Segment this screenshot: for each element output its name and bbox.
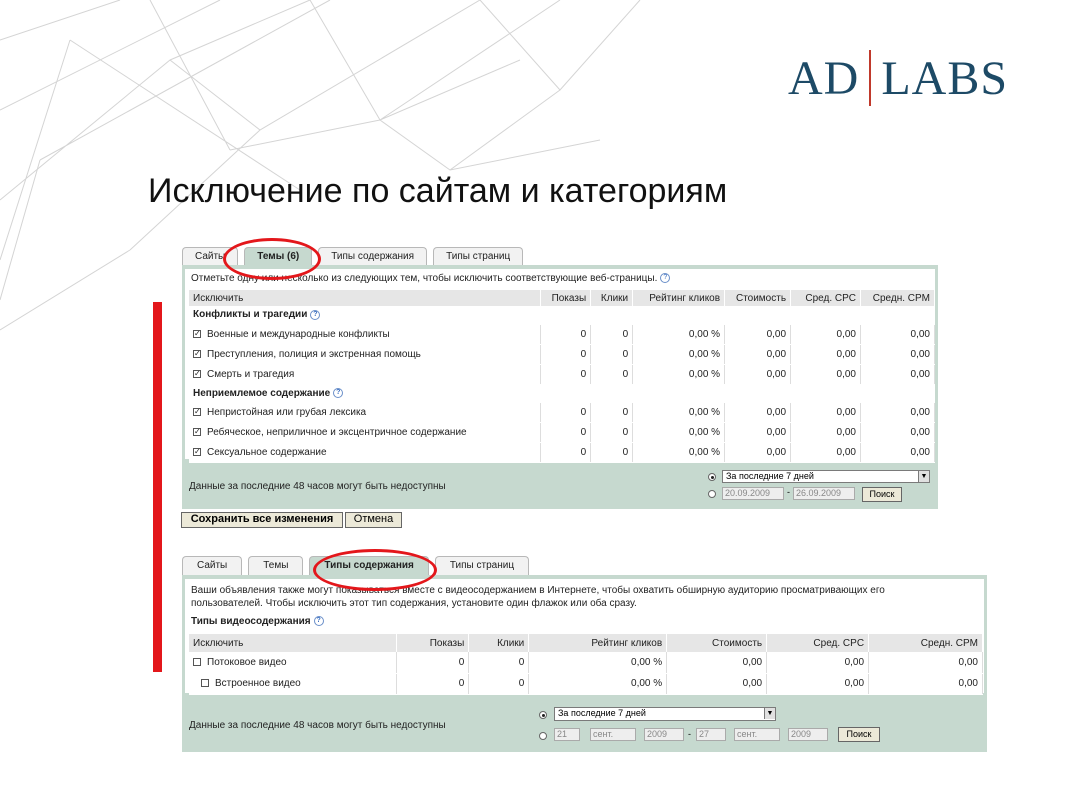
row-name: Сексуальное содержание — [207, 446, 327, 458]
panel1-content — [185, 269, 935, 459]
row-cost: 0,00 — [667, 652, 767, 673]
checkbox-checked[interactable]: ✓ — [194, 348, 201, 358]
row-cost: 0,00 — [725, 364, 791, 384]
group-row — [189, 306, 935, 324]
month-to-select[interactable]: сент. — [734, 728, 780, 741]
row-name: Непристойная или грубая лексика — [207, 406, 367, 418]
row-ctr: 0,00 % — [633, 364, 725, 384]
row-ctr: 0,00 % — [633, 344, 725, 364]
panel2-intro-line1: Ваши объявления также могут показываться вместе с видеосодержанием в Интернете, чтобы охватить обширную аудиторию просматривающих его — [191, 585, 885, 596]
row-cpm: 0,00 — [861, 324, 935, 344]
row-cost: 0,00 — [725, 344, 791, 364]
radio-date-range[interactable] — [708, 490, 716, 498]
row-shows: 0 — [541, 364, 591, 384]
adlabs-logo — [788, 48, 1008, 108]
topics-panel — [182, 247, 938, 532]
tab-page-types[interactable]: Типы страниц — [435, 556, 529, 575]
checkbox-checked[interactable]: ✓ — [194, 426, 201, 436]
radio-period[interactable] — [539, 711, 547, 719]
slide-title: Исключение по сайтам и категориям — [148, 172, 728, 210]
row-cost: 0,00 — [725, 442, 791, 462]
period-select[interactable] — [554, 707, 776, 721]
col-ctr[interactable]: Рейтинг кликов — [529, 634, 667, 652]
row-cpm: 0,00 — [861, 344, 935, 364]
row-shows: 0 — [397, 652, 469, 673]
checkbox-checked[interactable]: ✓ — [194, 446, 201, 456]
row-cpm: 0,00 — [861, 364, 935, 384]
row-cost: 0,00 — [667, 673, 767, 694]
radio-date-range[interactable] — [539, 732, 547, 740]
row-cost: 0,00 — [725, 422, 791, 442]
checkbox-checked[interactable]: ✓ — [194, 368, 201, 378]
table-row — [189, 422, 935, 442]
row-name: Военные и международные конфликты — [207, 328, 390, 340]
row-shows: 0 — [541, 442, 591, 462]
table-row — [189, 324, 935, 344]
row-ctr: 0,00 % — [633, 422, 725, 442]
panel2-footnote: Данные за последние 48 часов могут быть недоступны — [189, 720, 446, 731]
row-cost: 0,00 — [725, 402, 791, 422]
row-cpm: 0,00 — [861, 402, 935, 422]
table-row — [189, 364, 935, 384]
row-cpc: 0,00 — [791, 402, 861, 422]
col-shows[interactable]: Показы — [541, 290, 591, 306]
table-header-row — [189, 634, 983, 652]
video-types-table — [189, 634, 983, 695]
row-cpc: 0,00 — [791, 422, 861, 442]
group-inappropriate: Неприемлемое содержание — [193, 387, 331, 399]
help-icon[interactable]: ? — [314, 616, 324, 626]
topics-table — [189, 290, 935, 463]
row-cost: 0,00 — [725, 324, 791, 344]
tab-content-types[interactable]: Типы содержания — [318, 247, 427, 265]
chevron-down-icon: ▼ — [918, 471, 929, 482]
period-select[interactable] — [722, 470, 930, 483]
row-clicks: 0 — [469, 673, 529, 694]
group-conflicts: Конфликты и трагедии — [193, 309, 308, 321]
cancel-button[interactable]: Отмена — [345, 512, 402, 528]
row-cpm: 0,00 — [861, 422, 935, 442]
row-cpm: 0,00 — [861, 442, 935, 462]
row-shows: 0 — [541, 324, 591, 344]
day-to-select[interactable]: 27 — [696, 728, 726, 741]
tab-page-types[interactable]: Типы страниц — [433, 247, 523, 265]
video-types-heading: Типы видеосодержания — [191, 616, 311, 627]
table-row — [189, 673, 983, 694]
col-cpm[interactable]: Средн. CPM — [869, 634, 983, 652]
date-dash: - — [688, 729, 691, 739]
row-clicks: 0 — [591, 422, 633, 442]
col-clicks[interactable]: Клики — [591, 290, 633, 306]
row-cpm: 0,00 — [869, 652, 983, 673]
logo-labs: LABS — [881, 51, 1009, 105]
row-ctr: 0,00 % — [633, 402, 725, 422]
col-ctr[interactable]: Рейтинг кликов — [633, 290, 725, 306]
col-cpc[interactable]: Сред. CPC — [767, 634, 869, 652]
logo-ad: AD — [788, 51, 860, 105]
group-row — [189, 384, 935, 402]
help-icon[interactable]: ? — [333, 388, 343, 398]
checkbox-unchecked[interactable] — [201, 679, 209, 687]
row-clicks: 0 — [591, 402, 633, 422]
table-row — [189, 402, 935, 422]
row-ctr: 0,00 % — [633, 442, 725, 462]
row-cpc: 0,00 — [791, 344, 861, 364]
tab-content-types[interactable]: Типы содержания — [309, 556, 428, 575]
row-cpc: 0,00 — [791, 442, 861, 462]
row-cpm: 0,00 — [869, 673, 983, 694]
date-dash: - — [787, 487, 790, 497]
row-cpc: 0,00 — [791, 324, 861, 344]
panel2-frame — [182, 575, 987, 752]
table-row — [189, 344, 935, 364]
panel1-footnote: Данные за последние 48 часов могут быть недоступны — [189, 481, 446, 492]
col-cost[interactable]: Стоимость — [725, 290, 791, 306]
row-clicks: 0 — [469, 652, 529, 673]
tab-sites[interactable]: Сайты — [182, 556, 242, 575]
year-from-select[interactable]: 2009 — [644, 728, 684, 741]
row-shows: 0 — [397, 673, 469, 694]
chevron-down-icon: ▼ — [764, 708, 775, 719]
col-cpc[interactable]: Сред. CPC — [791, 290, 861, 306]
row-name: Потоковое видео — [207, 656, 287, 668]
help-icon[interactable]: ? — [310, 310, 320, 320]
col-cost[interactable]: Стоимость — [667, 634, 767, 652]
row-cpc: 0,00 — [767, 673, 869, 694]
row-clicks: 0 — [591, 324, 633, 344]
panel2-intro — [191, 584, 885, 628]
row-name: Ребяческое, неприличное и эксцентричное содержание — [207, 426, 467, 438]
row-ctr: 0,00 % — [529, 673, 667, 694]
date-from-input[interactable]: 20.09.2009 — [722, 487, 784, 500]
row-clicks: 0 — [591, 364, 633, 384]
col-shows[interactable]: Показы — [397, 634, 469, 652]
table-row — [189, 442, 935, 462]
row-name: Встроенное видео — [215, 678, 301, 689]
panel1-frame — [182, 265, 938, 509]
checkbox-checked[interactable]: ✓ — [194, 406, 201, 416]
checkbox-unchecked[interactable] — [193, 658, 201, 666]
col-clicks[interactable]: Клики — [469, 634, 529, 652]
row-clicks: 0 — [591, 344, 633, 364]
tab-topics[interactable]: Темы — [248, 556, 303, 575]
red-accent-bar — [153, 302, 162, 672]
panel1-intro-text: Отметьте одну или несколько из следующих тем, чтобы исключить соответствующие веб-страницы. — [191, 273, 658, 284]
row-shows: 0 — [541, 402, 591, 422]
month-from-select[interactable]: сент. — [590, 728, 636, 741]
period-select-value: За последние 7 дней — [726, 471, 814, 481]
row-cpc: 0,00 — [791, 364, 861, 384]
date-to-input[interactable]: 26.09.2009 — [793, 487, 855, 500]
col-exclude: Исключить — [189, 634, 397, 652]
highlight-ring-topics — [223, 238, 321, 280]
search-button[interactable]: Поиск — [862, 487, 902, 502]
highlight-ring-content-types — [313, 549, 437, 591]
col-exclude: Исключить — [189, 290, 541, 306]
day-from-select[interactable]: 21 — [554, 728, 580, 741]
row-ctr: 0,00 % — [529, 652, 667, 673]
row-clicks: 0 — [591, 442, 633, 462]
content-types-panel — [182, 556, 987, 754]
row-shows: 0 — [541, 344, 591, 364]
panel2-intro-line2: пользователей. Чтобы исключить этот тип содержания, установите один флажок или оба сразу. — [191, 598, 637, 609]
table-header-row — [189, 290, 935, 306]
radio-period[interactable] — [708, 473, 716, 481]
search-button[interactable]: Поиск — [838, 727, 880, 742]
logo-divider — [869, 50, 871, 106]
col-cpm[interactable]: Средн. CPM — [861, 290, 935, 306]
help-icon[interactable]: ? — [660, 273, 670, 283]
save-all-button[interactable]: Сохранить все изменения — [181, 512, 343, 528]
row-name: Преступления, полиция и экстренная помощь — [207, 348, 421, 360]
row-cpc: 0,00 — [767, 652, 869, 673]
tab-topics[interactable]: Темы (6) — [244, 247, 312, 265]
year-to-select[interactable]: 2009 — [788, 728, 828, 741]
checkbox-checked[interactable]: ✓ — [194, 328, 201, 338]
row-name: Смерть и трагедия — [207, 368, 295, 380]
table-row — [189, 652, 983, 673]
panel2-content — [185, 579, 984, 693]
tab-sites[interactable]: Сайты — [182, 247, 238, 265]
row-ctr: 0,00 % — [633, 324, 725, 344]
period-select-value: За последние 7 дней — [558, 708, 646, 718]
row-shows: 0 — [541, 422, 591, 442]
